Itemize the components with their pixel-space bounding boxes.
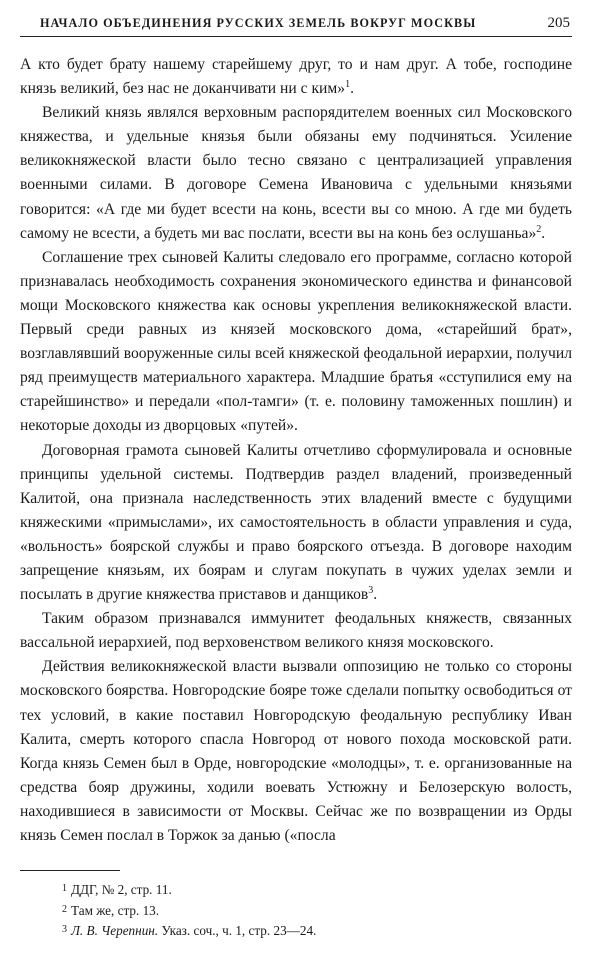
paragraph-6: Действия великокняжеской власти вызвали оппозицию не только со стороны московского боярства. Новгородские бояре тоже сделали попытку освободиться от тех условий, в какие поставил Новгородскую феодальную республику Иван Калита, смерть которого спасла Новгород от нового похода московской рати. Когда князь Семен был в Орде, новгородские «молодцы», т. е. организованные на средства бояр дружины, ходили воевать Устюжну и Белозерскую волость, находившиеся в зависимости от Москвы. Сейчас же по возвращении из Орды князь Семен послал в Торжок за данью («посла — [20, 658, 572, 844]
book-page — [20, 14, 572, 941]
footnote-separator — [20, 870, 120, 871]
footnote-author: Л. В. Черепнин. — [71, 923, 159, 939]
footnote-2: $^2$ Там же, стр. 13. — [62, 902, 160, 918]
paragraph-1: А кто будет брату нашему старейшему друг, то и нам друг. А тобе, господине князь великий, без нас не доканчивати ни с ким»$^1$. — [20, 56, 572, 98]
paragraph-5: Таким образом признавался иммунитет феодальных княжеств, связанных вассальной иерархией, под верховенством великого князя московского. — [20, 610, 572, 652]
running-head — [20, 14, 572, 36]
footnote-1: $^1$ ДДГ, № 2, стр. 11. — [62, 882, 172, 898]
chapter-title: НАЧАЛО ОБЪЕДИНЕНИЯ РУССКИХ ЗЕМЕЛЬ ВОКРУГ МОСКВЫ — [40, 16, 477, 30]
paragraph-4: Договорная грамота сыновей Калиты отчетливо сформулировала и основные принципы удельной системы. Подтвердив раздел владений, произведенный Калитой, она признала наследственность этих владений вместе с будущими княжескими «примыслами», их самостоятельность в области управления и суда, «вольность» боярской службы и право боярского отъезда. В договоре находим запрещение князьям, их боярам и слугам покупать в чужих уделах земли и посылать в другие княжества приставов и данщиков$^3$. — [20, 441, 572, 604]
paragraph-3: Соглашение трех сыновей Калиты следовало его программе, согласно которой признавалась необходимость сохранения экономического единства и финансовой мощи Московского княжества как основы укрепления великокняжеской власти. Первый среди равных из князей московского дома, «старейший брат», возглавлявший вооруженные силы всей княжеской феодальной иерархии, получил ряд преимуществ материального характера. Младшие братья «сступилися ему на старейшинство» и передали «пол-тамги» (т. е. половину таможенных пошлин) и некоторые доходы из дворцовых «путей». — [20, 248, 572, 435]
header-rule — [20, 36, 572, 37]
footnotes — [62, 879, 572, 941]
footnote-ref-3: 3 — [368, 585, 374, 597]
main-text — [20, 53, 572, 848]
paragraph-2: Великий князь являлся верховным распорядителем военных сил Московского княжества, и удельные князья были обязаны ему подчиняться. Усиление великокняжеской власти было тесно связано с централизацией управления военными силами. В договоре Семена Ивановича с удельными князьями говорится: «А где ми будет всести на конь, всести вы со мною. А где ми будеть самому не всести, а будеть ми вас послати, всести вы на конь без ослушаньа»$^2$. — [20, 104, 572, 242]
page-number: 205 — [547, 15, 570, 31]
footnote-ref-2: 2 — [536, 223, 542, 235]
footnote-3: $^3$ Л. В. Черепнин. Указ. соч., ч. 1, стр. 23—24. — [62, 923, 317, 939]
footnote-ref-1: 1 — [345, 79, 351, 91]
